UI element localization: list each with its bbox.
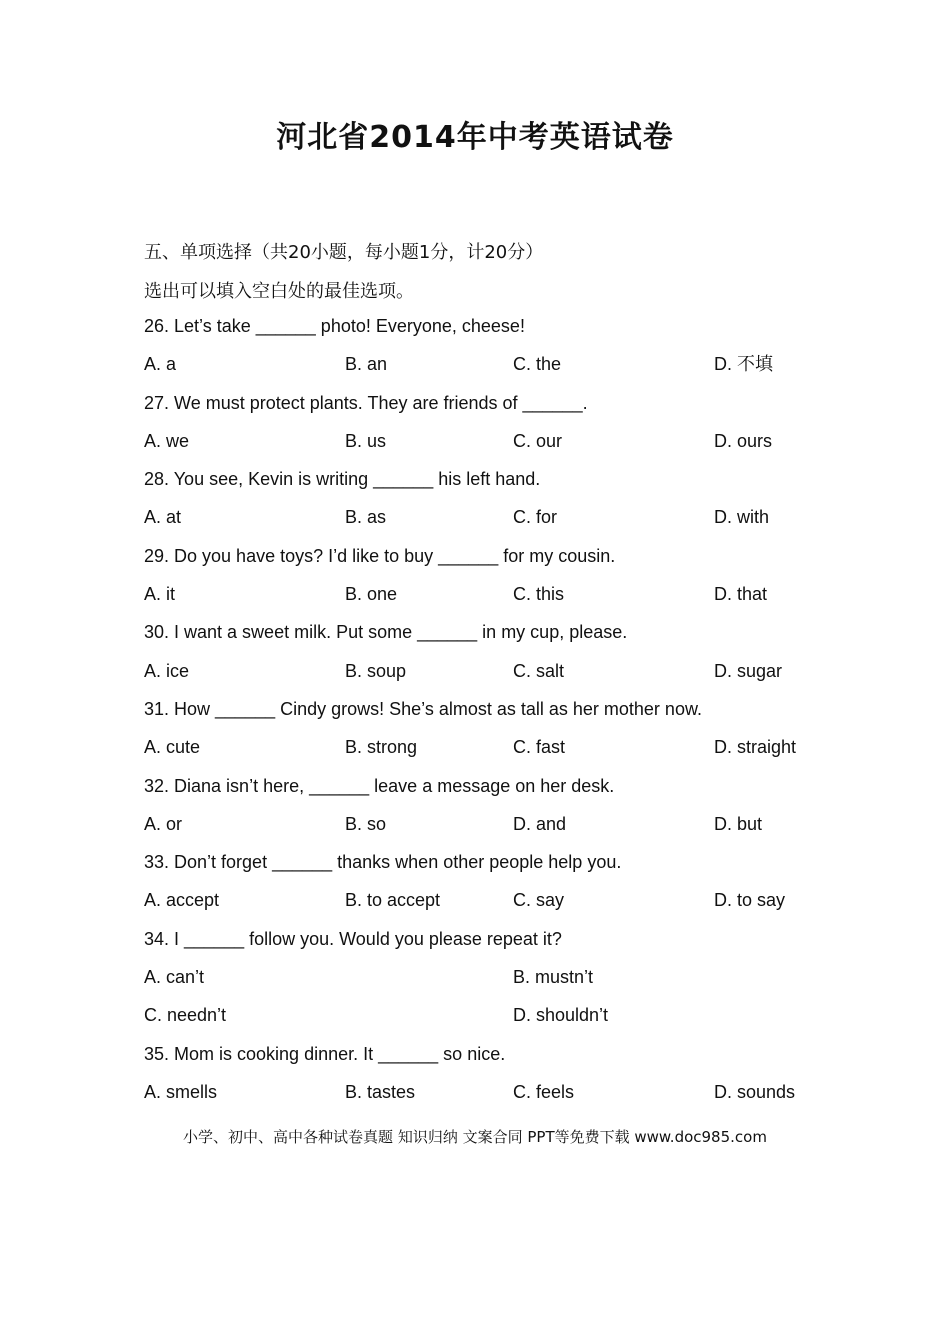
option-d: D. sugar: [714, 660, 783, 681]
question-stem-row: [144, 544, 864, 582]
option-d: D. but: [714, 813, 763, 834]
options-row: [144, 429, 864, 467]
option-c: D. and: [513, 813, 567, 834]
question-stem: 27. We must protect plants. They are friends of ______.: [144, 392, 588, 413]
option-a: A. ice: [144, 660, 190, 681]
option-b: B. so: [345, 813, 387, 834]
option-c: C. say: [513, 890, 565, 911]
question-stem-row: [144, 850, 864, 888]
question-stem-row: [144, 620, 864, 658]
option-b: B. soup: [345, 660, 407, 681]
question-stem-row: [144, 467, 864, 505]
options-row: [144, 505, 864, 543]
section-heading: 五、单项选择（共20小题，每小题1分，计20分）: [144, 242, 544, 263]
section-instruction: 选出可以填入空白处的最佳选项。: [144, 281, 414, 302]
option-a: A. a: [144, 354, 177, 375]
question-stem: 26. Let’s take ______ photo! Everyone, cheese!: [144, 316, 525, 336]
page-title: 河北省2014年中考英语试卷: [276, 120, 674, 155]
question-stem-row: [144, 927, 864, 965]
options-row: [144, 1080, 864, 1118]
option-a: A. smells: [144, 1081, 218, 1102]
option-d: D. 不填: [714, 354, 774, 375]
option-b: B. strong: [345, 737, 418, 758]
question-stem-row: [144, 697, 864, 735]
option-c: C. salt: [513, 660, 565, 681]
options-row: [144, 735, 864, 773]
page-footer: 小学、初中、高中各种试卷真题 知识归纳 文案合同 PPT等免费下载 www.doc985.com: [183, 1128, 767, 1146]
option-a: A. can’t: [144, 967, 205, 988]
option-a: A. at: [144, 507, 182, 528]
option-b: B. an: [345, 354, 388, 375]
question-stem: 28. You see, Kevin is writing ______ his left hand.: [144, 469, 541, 490]
option-b: B. tastes: [345, 1081, 416, 1102]
option-d: D. with: [714, 507, 770, 528]
option-a: A. cute: [144, 737, 201, 758]
option-c: C. this: [513, 584, 565, 605]
option-a: A. it: [144, 584, 176, 605]
option-a: A. or: [144, 813, 183, 834]
question-stem-row: [144, 774, 864, 812]
options-row: [144, 659, 864, 697]
option-c: C. feels: [513, 1081, 575, 1102]
options-row: [144, 352, 864, 390]
question-stem: 35. Mom is cooking dinner. It ______ so nice.: [144, 1043, 506, 1064]
question-stem: 34. I ______ follow you. Would you please repeat it?: [144, 928, 562, 949]
option-c: C. our: [513, 430, 563, 451]
question-stem-row: [144, 391, 864, 429]
question-list: [144, 314, 864, 1118]
question-stem: 32. Diana isn’t here, ______ leave a message on her desk.: [144, 775, 615, 796]
question-stem: 33. Don’t forget ______ thanks when other people help you.: [144, 852, 622, 873]
option-b: B. us: [345, 430, 387, 451]
options-row: [144, 965, 864, 1003]
option-d: D. shouldn’t: [513, 1005, 609, 1026]
option-b: B. one: [345, 584, 398, 605]
option-c: C. the: [513, 354, 562, 375]
options-row: [144, 888, 864, 926]
option-a: A. accept: [144, 890, 220, 911]
options-row: [144, 812, 864, 850]
option-c: C. for: [513, 507, 558, 528]
option-b: B. mustn’t: [513, 967, 594, 988]
option-d: D. ours: [714, 430, 773, 451]
options-row: [144, 582, 864, 620]
option-c: C. fast: [513, 737, 566, 758]
option-a: A. we: [144, 430, 190, 451]
options-row: [144, 1003, 864, 1041]
question-stem-row: [144, 1042, 864, 1080]
option-b: B. to accept: [345, 890, 441, 911]
option-d: D. straight: [714, 737, 797, 758]
option-d: D. to say: [714, 890, 786, 911]
question-stem: 29. Do you have toys? I’d like to buy ______ for my cousin.: [144, 545, 616, 566]
question-stem: 31. How ______ Cindy grows! She’s almost as tall as her mother now.: [144, 698, 702, 719]
option-c: C. needn’t: [144, 1005, 227, 1026]
option-b: B. as: [345, 507, 387, 528]
question-stem-row: [144, 314, 864, 352]
option-d: D. sounds: [714, 1081, 796, 1102]
question-stem: 30. I want a sweet milk. Put some ______ in my cup, please.: [144, 622, 628, 643]
option-d: D. that: [714, 584, 768, 605]
